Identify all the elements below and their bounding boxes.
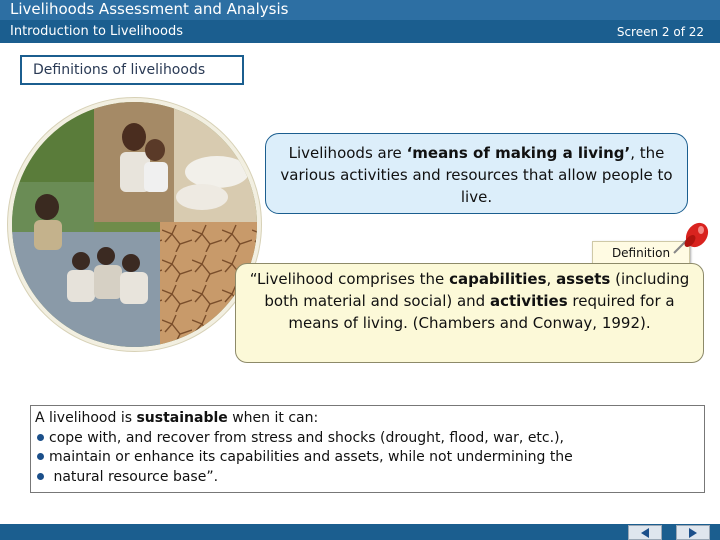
photo-field-workers xyxy=(12,102,94,182)
sustainability-intro xyxy=(35,409,700,429)
section-bar xyxy=(0,20,720,43)
callout-emphasis: ‘means of making a living’ xyxy=(406,144,631,162)
callout-text-part2: , the various activities and resources that allow people to live. xyxy=(280,144,673,206)
screen-counter: Screen 2 of 22 xyxy=(616,25,704,39)
definition-text-4: required for a means of living. (Chambers and Conway, 1992). xyxy=(288,292,675,332)
list-item-text: natural resource base”. xyxy=(49,468,219,485)
next-arrow-icon xyxy=(687,527,699,539)
definition-tag: Definition xyxy=(592,241,690,265)
list-item xyxy=(35,429,700,449)
definition-keyword-activities: activities xyxy=(489,292,568,310)
topic-title: Definitions of livelihoods xyxy=(20,55,244,85)
sustainability-box xyxy=(30,405,705,493)
app-title: Livelihoods Assessment and Analysis xyxy=(10,0,289,18)
next-button[interactable] xyxy=(676,525,710,540)
sustainability-keyword: sustainable xyxy=(136,410,228,426)
callout-text-part1: Livelihoods are xyxy=(288,144,407,162)
livelihoods-callout xyxy=(265,133,688,214)
bullet-icon xyxy=(37,434,44,441)
bullet-icon xyxy=(37,473,44,480)
bullet-icon xyxy=(37,453,44,460)
definition-keyword-assets: assets xyxy=(556,270,611,288)
footer-bar xyxy=(0,524,720,540)
list-item xyxy=(35,448,700,468)
definition-text-3: (including both material and social) and xyxy=(264,270,690,310)
previous-arrow-icon xyxy=(639,527,651,539)
sustainability-intro-pre: A livelihood is xyxy=(35,410,137,426)
list-item-text: maintain or enhance its capabilities and assets, while not undermining the xyxy=(49,449,573,465)
push-pin-icon xyxy=(664,219,710,267)
sustainability-intro-post: when it can: xyxy=(227,410,319,426)
definition-keyword-capabilities: capabilities xyxy=(449,270,547,288)
list-item-text: cope with, and recover from stress and shocks (drought, flood, war, etc.), xyxy=(49,429,564,446)
definition-text-1: “Livelihood comprises the xyxy=(249,270,450,288)
list-item xyxy=(35,468,700,488)
section-title: Introduction to Livelihoods xyxy=(10,24,183,39)
title-bar xyxy=(0,0,720,20)
livelihoods-photo-collage xyxy=(12,102,257,347)
definition-text-2: , xyxy=(546,270,557,288)
previous-button[interactable] xyxy=(628,525,662,540)
definition-box xyxy=(235,263,704,363)
